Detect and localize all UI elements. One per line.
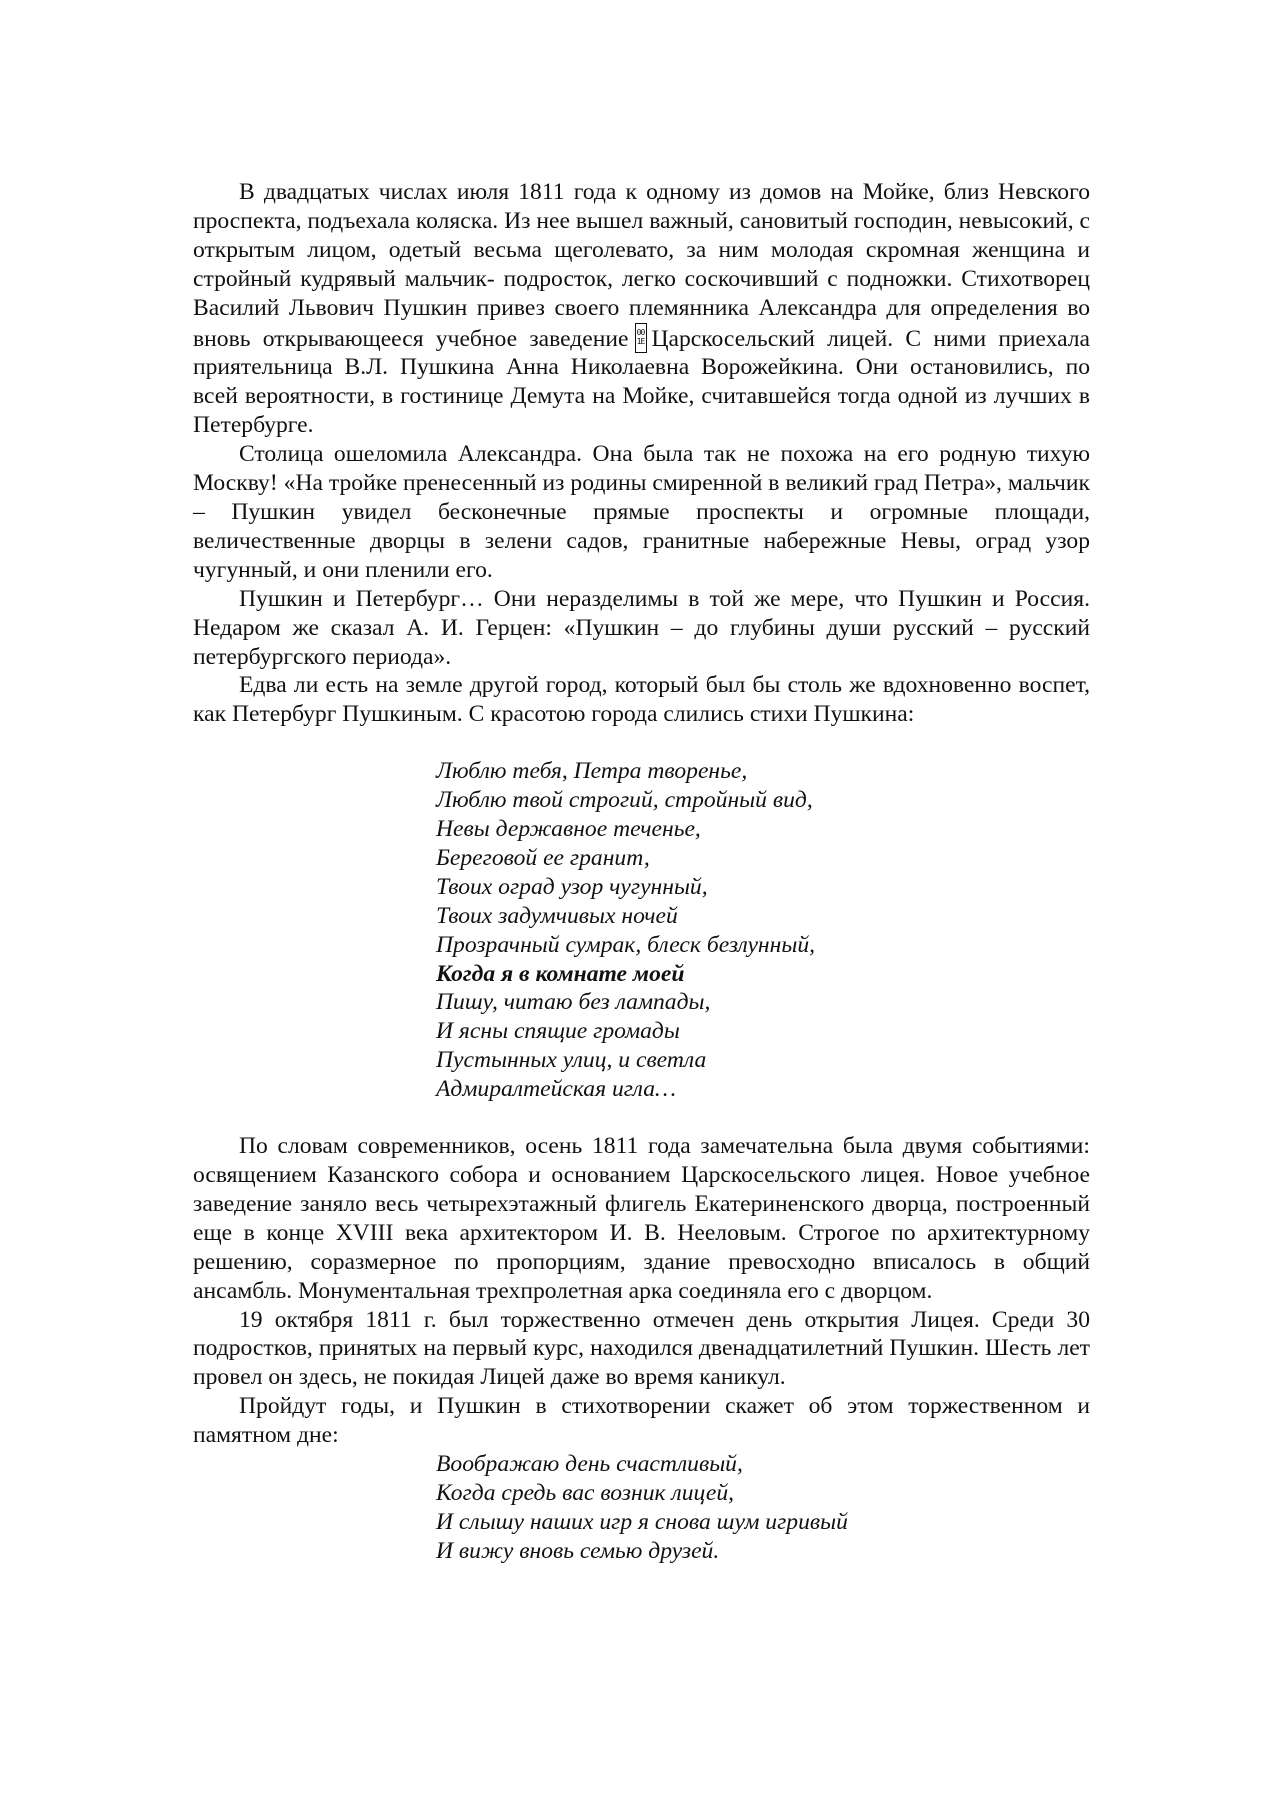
poem-line: И вижу вновь семью друзей. <box>436 1537 720 1564</box>
poem-line: Пустынных улиц, и светла <box>436 1047 707 1074</box>
missing-glyph-code: 00 1E <box>636 327 645 346</box>
paragraph-lyceum-opening: 19 октября 1811 г. был торжественно отмечен день открытия Лицея. Среди 30 подростков, принятых на первый курс, находился двенадцатилетний Пушкин. Шесть лет провел он здесь, не покидая Лицей даже во время каникул. <box>193 1306 1090 1391</box>
poem-line: И слышу наших игр я снова шум игривый <box>436 1508 848 1535</box>
poem-line: Пишу, читаю без лампады, <box>436 989 711 1016</box>
poem-line: Когда средь вас возник лицей, <box>436 1479 735 1506</box>
paragraph-capital: Столица ошеломила Александра. Она была так не похожа на его родную тихую Москву! «На тройке пренесенный из родины смиренной в великий град Петра», мальчик – Пушкин увидел бесконечные прямые проспекты и огромные площади, величественные дворцы в зелени садов, гранитные набережные Невы, оград узор чугунный, и они пленили его. <box>193 441 1090 583</box>
document-page <box>193 178 1090 1566</box>
poem-line: Береговой ее гранит, <box>436 844 650 871</box>
poem-line: Люблю твой строгий, стройный вид, <box>436 787 813 814</box>
poem-petra-tvorenie <box>436 757 1090 1104</box>
poem-line: Воображаю день счастливый, <box>436 1451 743 1478</box>
poem-line: И ясны спящие громады <box>436 1018 680 1045</box>
poem-line-bold: Когда я в комнате моей <box>436 960 685 987</box>
poem-line: Прозрачный сумрак, блеск безлунный, <box>436 931 816 958</box>
paragraph-autumn-1811: По словам современников, осень 1811 года замечательна была двумя событиями: освящением Казанского собора и основанием Царскосельского лицея. Новое учебное заведение заняло весь четырехэтажный флигель Екатериненского дворца, построенный еще в конце XVIII века архитектором И. В. Нееловым. Строгое по архитектурному решению, соразмерное по пропорциям, здание превосходно вписалось в общий ансамбль. Монументальная трехпролетная арка соединяла его с дворцом. <box>193 1133 1090 1304</box>
paragraph-arrival-text-end: Царскосельский лицей. С ними приехала приятельница В.Л. Пушкина Анна Николаевна Ворожейкина. Они остановились, по всей вероятности, в гостинице Демута на Мойке, считавшейся тогда одной из лучших в Петербурге. <box>193 325 1090 439</box>
missing-glyph-icon <box>635 323 647 353</box>
poem-line: Адмиралтейская игла… <box>436 1076 677 1103</box>
poem-day-happy <box>436 1450 1090 1566</box>
poem-line: Твоих задумчивых ночей <box>436 902 678 929</box>
poem-line: Невы державное теченье, <box>436 816 701 843</box>
poem-line: Люблю тебя, Петра творенье, <box>436 758 748 785</box>
paragraph-arrival <box>193 178 1090 440</box>
poem-line: Твоих оград узор чугунный, <box>436 873 708 900</box>
paragraph-years-pass: Пройдут годы, и Пушкин в стихотворении скажет об этом торжественном и памятном дне: <box>193 1393 1090 1449</box>
paragraph-arrival-text-start: В двадцатых числах июля 1811 года к одному из домов на Мойке, близ Невского проспекта, подъехала коляска. Из нее вышел важный, сановитый господин, невысокий, с открытым лицом, одетый весьма щеголевато, за ним молодая скромная женщина и стройный кудрявый мальчик- подросток, легко соскочивший с подножки. Стихотворец Василий Львович Пушкин привез своего племянника Александра для определения во вновь открывающееся учебное заведение <box>193 179 1090 352</box>
paragraph-city-praised: Едва ли есть на земле другой город, который был бы столь же вдохновенно воспет, как Петербург Пушкиным. С красотою города слились стихи Пушкина: <box>193 672 1090 728</box>
paragraph-pushkin-petersburg: Пушкин и Петербург… Они неразделимы в той же мере, что Пушкин и Россия. Недаром же сказал А. И. Герцен: «Пушкин – до глубины души русский – русский петербургского периода». <box>193 585 1090 670</box>
